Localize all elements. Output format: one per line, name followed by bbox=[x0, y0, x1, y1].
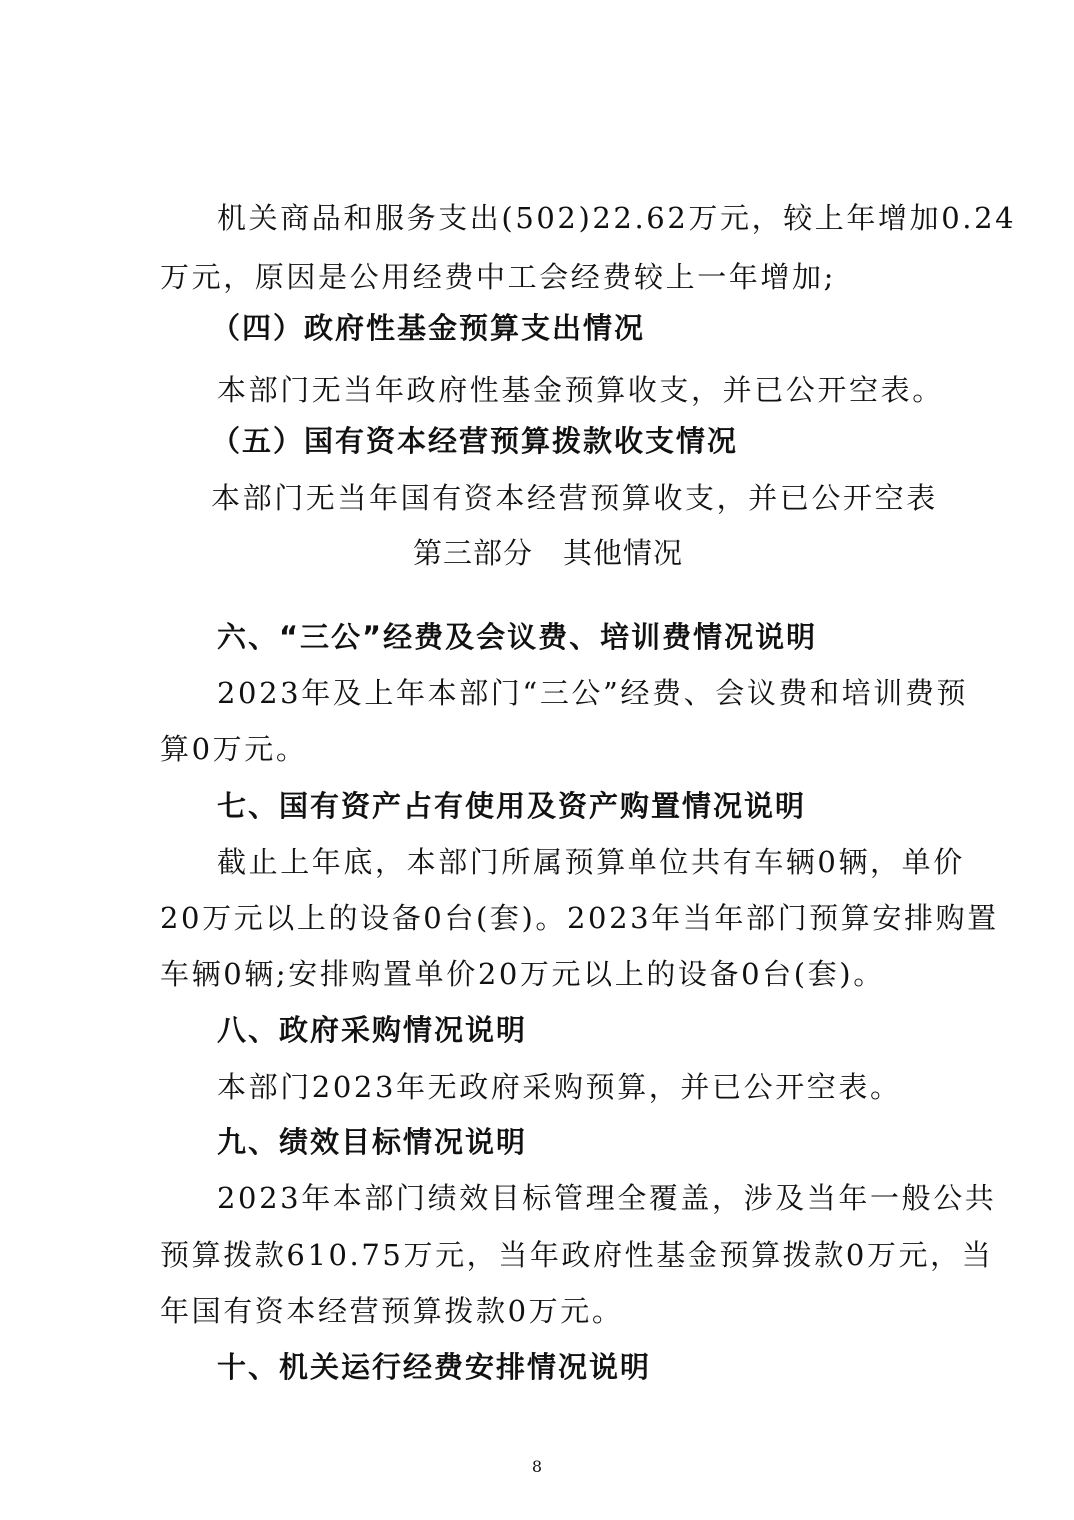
section-heading: （五）国有资本经营预算拨款收支情况 bbox=[211, 424, 739, 458]
page-number: 8 bbox=[531, 1457, 543, 1476]
paragraph-line: 万元，原因是公用经费中工会经费较上一年增加; bbox=[160, 260, 836, 294]
section-heading: （四）政府性基金预算支出情况 bbox=[211, 311, 646, 345]
paragraph-line: 年国有资本经营预算拨款0万元。 bbox=[160, 1294, 624, 1328]
section-heading: 十、机关运行经费安排情况说明 bbox=[217, 1350, 652, 1384]
paragraph-line: 2023年及上年本部门“三公”经费、会议费和培训费预 bbox=[217, 676, 969, 710]
paragraph-line: 预算拨款610.75万元，当年政府性基金预算拨款0万元，当 bbox=[160, 1238, 994, 1272]
paragraph-line: 20万元以上的设备0台(套)。2023年当年部门预算安排购置 bbox=[160, 901, 999, 935]
section-heading: 六、“三公”经费及会议费、培训费情况说明 bbox=[217, 620, 818, 654]
paragraph-line: 本部门2023年无政府采购预算，并已公开空表。 bbox=[217, 1070, 902, 1104]
paragraph-line: 车辆0辆;安排购置单价20万元以上的设备0台(套)。 bbox=[160, 957, 885, 991]
paragraph-line: 算0万元。 bbox=[160, 732, 308, 766]
paragraph-line: 截止上年底，本部门所属预算单位共有车辆0辆，单价 bbox=[217, 845, 965, 879]
paragraph-line: 本部门无当年国有资本经营预算收支，并已公开空表 bbox=[211, 481, 938, 515]
section-heading: 八、政府采购情况说明 bbox=[217, 1013, 528, 1047]
paragraph-line: 本部门无当年政府性基金预算收支，并已公开空表。 bbox=[217, 373, 944, 407]
paragraph-line: 2023年本部门绩效目标管理全覆盖，涉及当年一般公共 bbox=[217, 1181, 997, 1215]
section-heading: 九、绩效目标情况说明 bbox=[217, 1125, 528, 1159]
section-heading: 七、国有资产占有使用及资产购置情况说明 bbox=[217, 789, 807, 823]
paragraph-line: 机关商品和服务支出(502)22.62万元，较上年增加0.24 bbox=[217, 201, 1017, 235]
part-title: 第三部分 其他情况 bbox=[413, 536, 684, 570]
